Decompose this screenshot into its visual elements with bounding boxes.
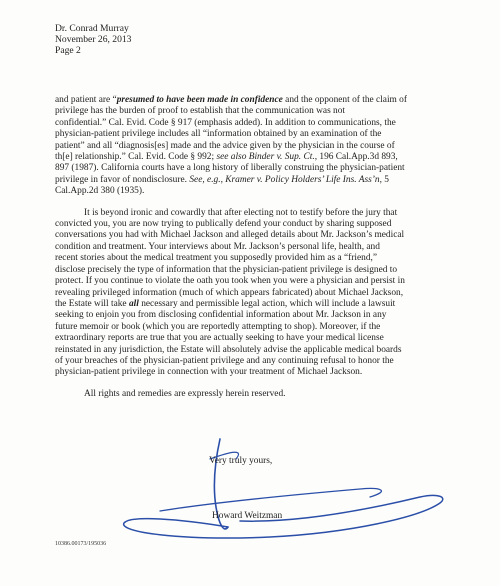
page-number: Page 2 [55, 45, 81, 56]
line: Cal.App.2d 380 (1935). [55, 186, 145, 197]
text: , 5 [379, 174, 389, 185]
letter-body [55, 95, 467, 400]
line: convicted you, you are now trying to publically defend your conduct by sharing supposed [55, 219, 392, 230]
paragraph-privilege [55, 95, 467, 198]
case-citation: see also Binder v. Sup. Ct. [216, 152, 315, 163]
line: patient” and all “diagnosis[es] made and the advice given by the physician in the course of [55, 140, 395, 151]
text: and patient are “ [55, 95, 117, 105]
line [55, 299, 467, 310]
line: reinstated in any jurisdiction, the Estate will absolutely advise the applicable medical boards [55, 344, 402, 355]
line: extraordinary reports are true that you are actually seeking to have your medical license [55, 333, 384, 344]
line: conversations you had with Michael Jackson and alleged details about Mr. Jackson’s medical [55, 230, 405, 241]
signer-name: Howard Weitzman [212, 511, 283, 521]
paragraph-reservation [55, 389, 467, 400]
paragraph-warning [55, 208, 467, 379]
line: revealing privileged information (much of which appears fabricated) about Michael Jackson, [55, 287, 404, 298]
text: and the opponent of the claim of [282, 95, 407, 105]
emphasized-text: presumed to have been made in confidence [116, 95, 283, 105]
text: , [220, 174, 226, 185]
line: It is beyond ironic and cowardly that after electing not to testify before the jury that [84, 207, 398, 218]
text: necessary and permissible legal action, which will include a lawsuit [138, 298, 396, 309]
line: privilege has the burden of proof to establish that the communication was not [55, 106, 346, 117]
line: confidential.” Cal. Evid. Code § 917 (emphasis added). In addition to communications, the [55, 117, 396, 128]
text: , 196 Cal.App.3d 893, [314, 152, 398, 163]
letter-date: November 26, 2013 [55, 34, 132, 45]
line: recent stories about the medical treatment you supposedly provided him as a “friend,” [55, 253, 378, 264]
emphasized-text: all [128, 298, 139, 309]
line: 897 (1987). California courts have a long history of liberally construing the physician-patient [55, 163, 405, 174]
text: the Estate will take [55, 298, 129, 309]
text: th[e] relationship.” Cal. Evid. Code § 992; [55, 152, 217, 163]
line: condition and treatment. Your interviews about Mr. Jackson’s personal life, health, and [55, 241, 380, 252]
case-citation: Kramer v. Policy Holders’ Life Ins. Ass’n [225, 174, 380, 185]
line: disclose precisely the type of information that the physician-patient privilege is designed to [55, 264, 398, 275]
text: privilege in favor of nondisclosure. [55, 174, 190, 185]
line: of your breaches of the physician-patient privilege and any continuing refusal to honor the [55, 355, 394, 366]
document-reference: 10386.00173/195036 [55, 541, 107, 547]
line: seeking to enjoin you from disclosing confidential information about Mr. Jackson in any [55, 310, 387, 321]
letter-header [55, 23, 131, 56]
line: physician-patient privilege in connection with your treatment of Michael Jackson. [55, 367, 363, 378]
signal: See, e.g. [189, 174, 221, 185]
line: future memoir or book (which you are reportedly attempting to shop). Moreover, if the [55, 321, 381, 332]
line [55, 175, 467, 186]
line [55, 95, 467, 106]
handwritten-signature [120, 437, 450, 562]
closing-line: Very truly yours, [209, 456, 273, 466]
recipient-name: Dr. Conrad Murray [55, 23, 129, 34]
line [55, 152, 467, 163]
line: All rights and remedies are expressly herein reserved. [84, 388, 286, 399]
line: physician-patient privilege includes all “information obtained by an examination of the [55, 129, 382, 140]
line: protect. If you continue to violate the oath you took when you were a physician and persist in [55, 276, 405, 287]
